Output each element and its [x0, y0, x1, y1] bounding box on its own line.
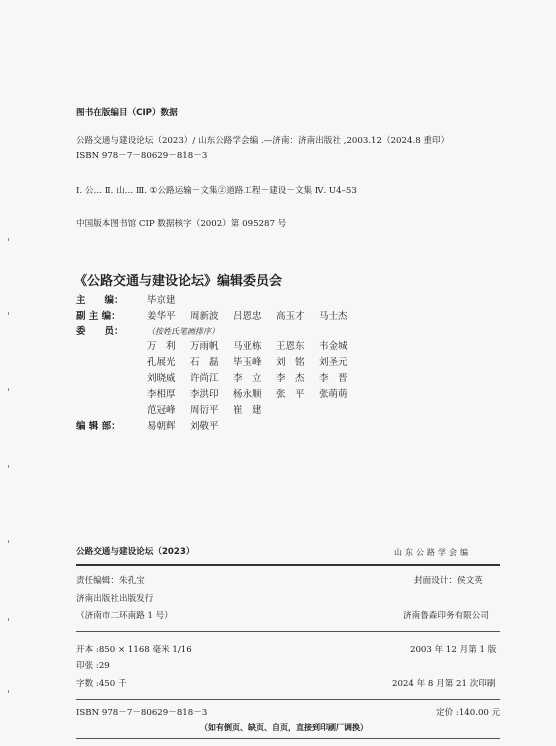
scan-mark: [8, 388, 9, 391]
cip-heading: 图书在版编目（CIP）数据: [76, 108, 178, 118]
colophon-book-title: 公路交通与建设论坛（2023）: [76, 547, 195, 557]
member-name: 李 杰: [276, 373, 305, 384]
member-name: 石 磊: [190, 357, 219, 368]
cip-line-title: 公路交通与建设论坛（2023）/ 山东公路学会编 .—济南：济南出版社 ,2003.12（2024.8 重印）: [76, 136, 450, 146]
vice-editor-name: 高玉才: [276, 311, 305, 322]
word-count: 字数 :450 千: [76, 679, 127, 689]
member-name: 李 晋: [319, 373, 348, 384]
editorial-dept-label: 编 辑 部：: [76, 421, 121, 432]
editorial-dept-name: 刘敬平: [190, 421, 219, 432]
divider: [76, 564, 500, 566]
publisher: 济南出版社出版发行: [76, 594, 154, 604]
publisher-address: （济南市二环南路 1 号）: [76, 611, 173, 621]
member-name: 刘晓威: [147, 373, 176, 384]
cip-line-classification: Ⅰ. 公… Ⅱ. 山… Ⅲ. ①公路运输－文集②道路工程－建设－文集 Ⅳ. U4–53: [76, 186, 357, 196]
scan-mark: [8, 238, 9, 241]
member-name: 王恩东: [276, 341, 305, 352]
member-name: 孔展光: [147, 357, 176, 368]
printing-info: 2024 年 8 月第 21 次印刷: [392, 679, 496, 689]
vice-editor-name: 周新波: [190, 311, 219, 322]
member-name: 万 利: [147, 341, 176, 352]
member-name: 张 平: [276, 389, 305, 400]
member-name: 崔 建: [233, 405, 262, 416]
divider: [76, 699, 500, 700]
member-name: 刘圣元: [319, 357, 348, 368]
member-name: 毕玉峰: [233, 357, 262, 368]
scan-mark: [8, 312, 9, 315]
first-edition: 2003 年 12 月第 1 版: [410, 645, 497, 655]
divider: [76, 738, 500, 739]
committee-title: 《公路交通与建设论坛》编辑委员会: [74, 274, 283, 289]
members-sort-note: （按姓氏笔画排序）: [147, 327, 219, 336]
divider: [76, 631, 500, 632]
member-name: 李相厚: [147, 389, 176, 400]
scan-mark: [8, 540, 9, 543]
cip-line-record: 中国版本图书馆 CIP 数据核字（2002）第 095287 号: [76, 219, 287, 229]
member-name: 万雨帆: [190, 341, 219, 352]
vice-editor-name: 姜华平: [147, 311, 176, 322]
member-name: 周衍平: [190, 405, 219, 416]
colophon-compiler: 山东公路学会编: [394, 548, 471, 557]
member-name: 张萌萌: [319, 389, 348, 400]
cip-line-isbn: ISBN 978－7－80629－818－3: [76, 151, 208, 161]
scan-mark: [8, 690, 9, 693]
member-name: 许尚江: [190, 373, 219, 384]
editorial-dept-name: 易朝辉: [147, 421, 176, 432]
vice-editor-name: 马士杰: [319, 311, 348, 322]
member-name: 马亚栋: [233, 341, 262, 352]
responsible-editor: 责任编辑：朱孔宝: [76, 576, 145, 586]
chief-editor-label: 主 编：: [76, 295, 124, 306]
member-name: 刘 铭: [276, 357, 305, 368]
member-name: 范冠峰: [147, 405, 176, 416]
replacement-notice: （如有倒页、缺页、自页，直接到印刷厂调换）: [200, 723, 368, 732]
member-name: 李 立: [233, 373, 262, 384]
vice-editor-label: 副 主 编：: [76, 311, 121, 322]
vice-editor-name: 吕恩忠: [233, 311, 262, 322]
scan-mark: [8, 618, 9, 621]
printed-sheets: 印张 :29: [76, 661, 110, 671]
member-name: 杨永顺: [233, 389, 262, 400]
price: 定价 :140.00 元: [436, 708, 501, 718]
printer: 济南鲁森印务有限公司: [403, 611, 489, 621]
member-name: 李洪印: [190, 389, 219, 400]
scan-mark: [8, 465, 9, 468]
member-name: 韦金城: [319, 341, 348, 352]
cover-designer: 封面设计：侯文英: [414, 576, 483, 586]
chief-editor-name: 毕京建: [147, 295, 176, 306]
book-format: 开本 :850 × 1168 毫米 1/16: [76, 645, 192, 655]
isbn: ISBN 978－7－80629－818－3: [76, 708, 208, 718]
members-label: 委 员：: [76, 326, 124, 337]
